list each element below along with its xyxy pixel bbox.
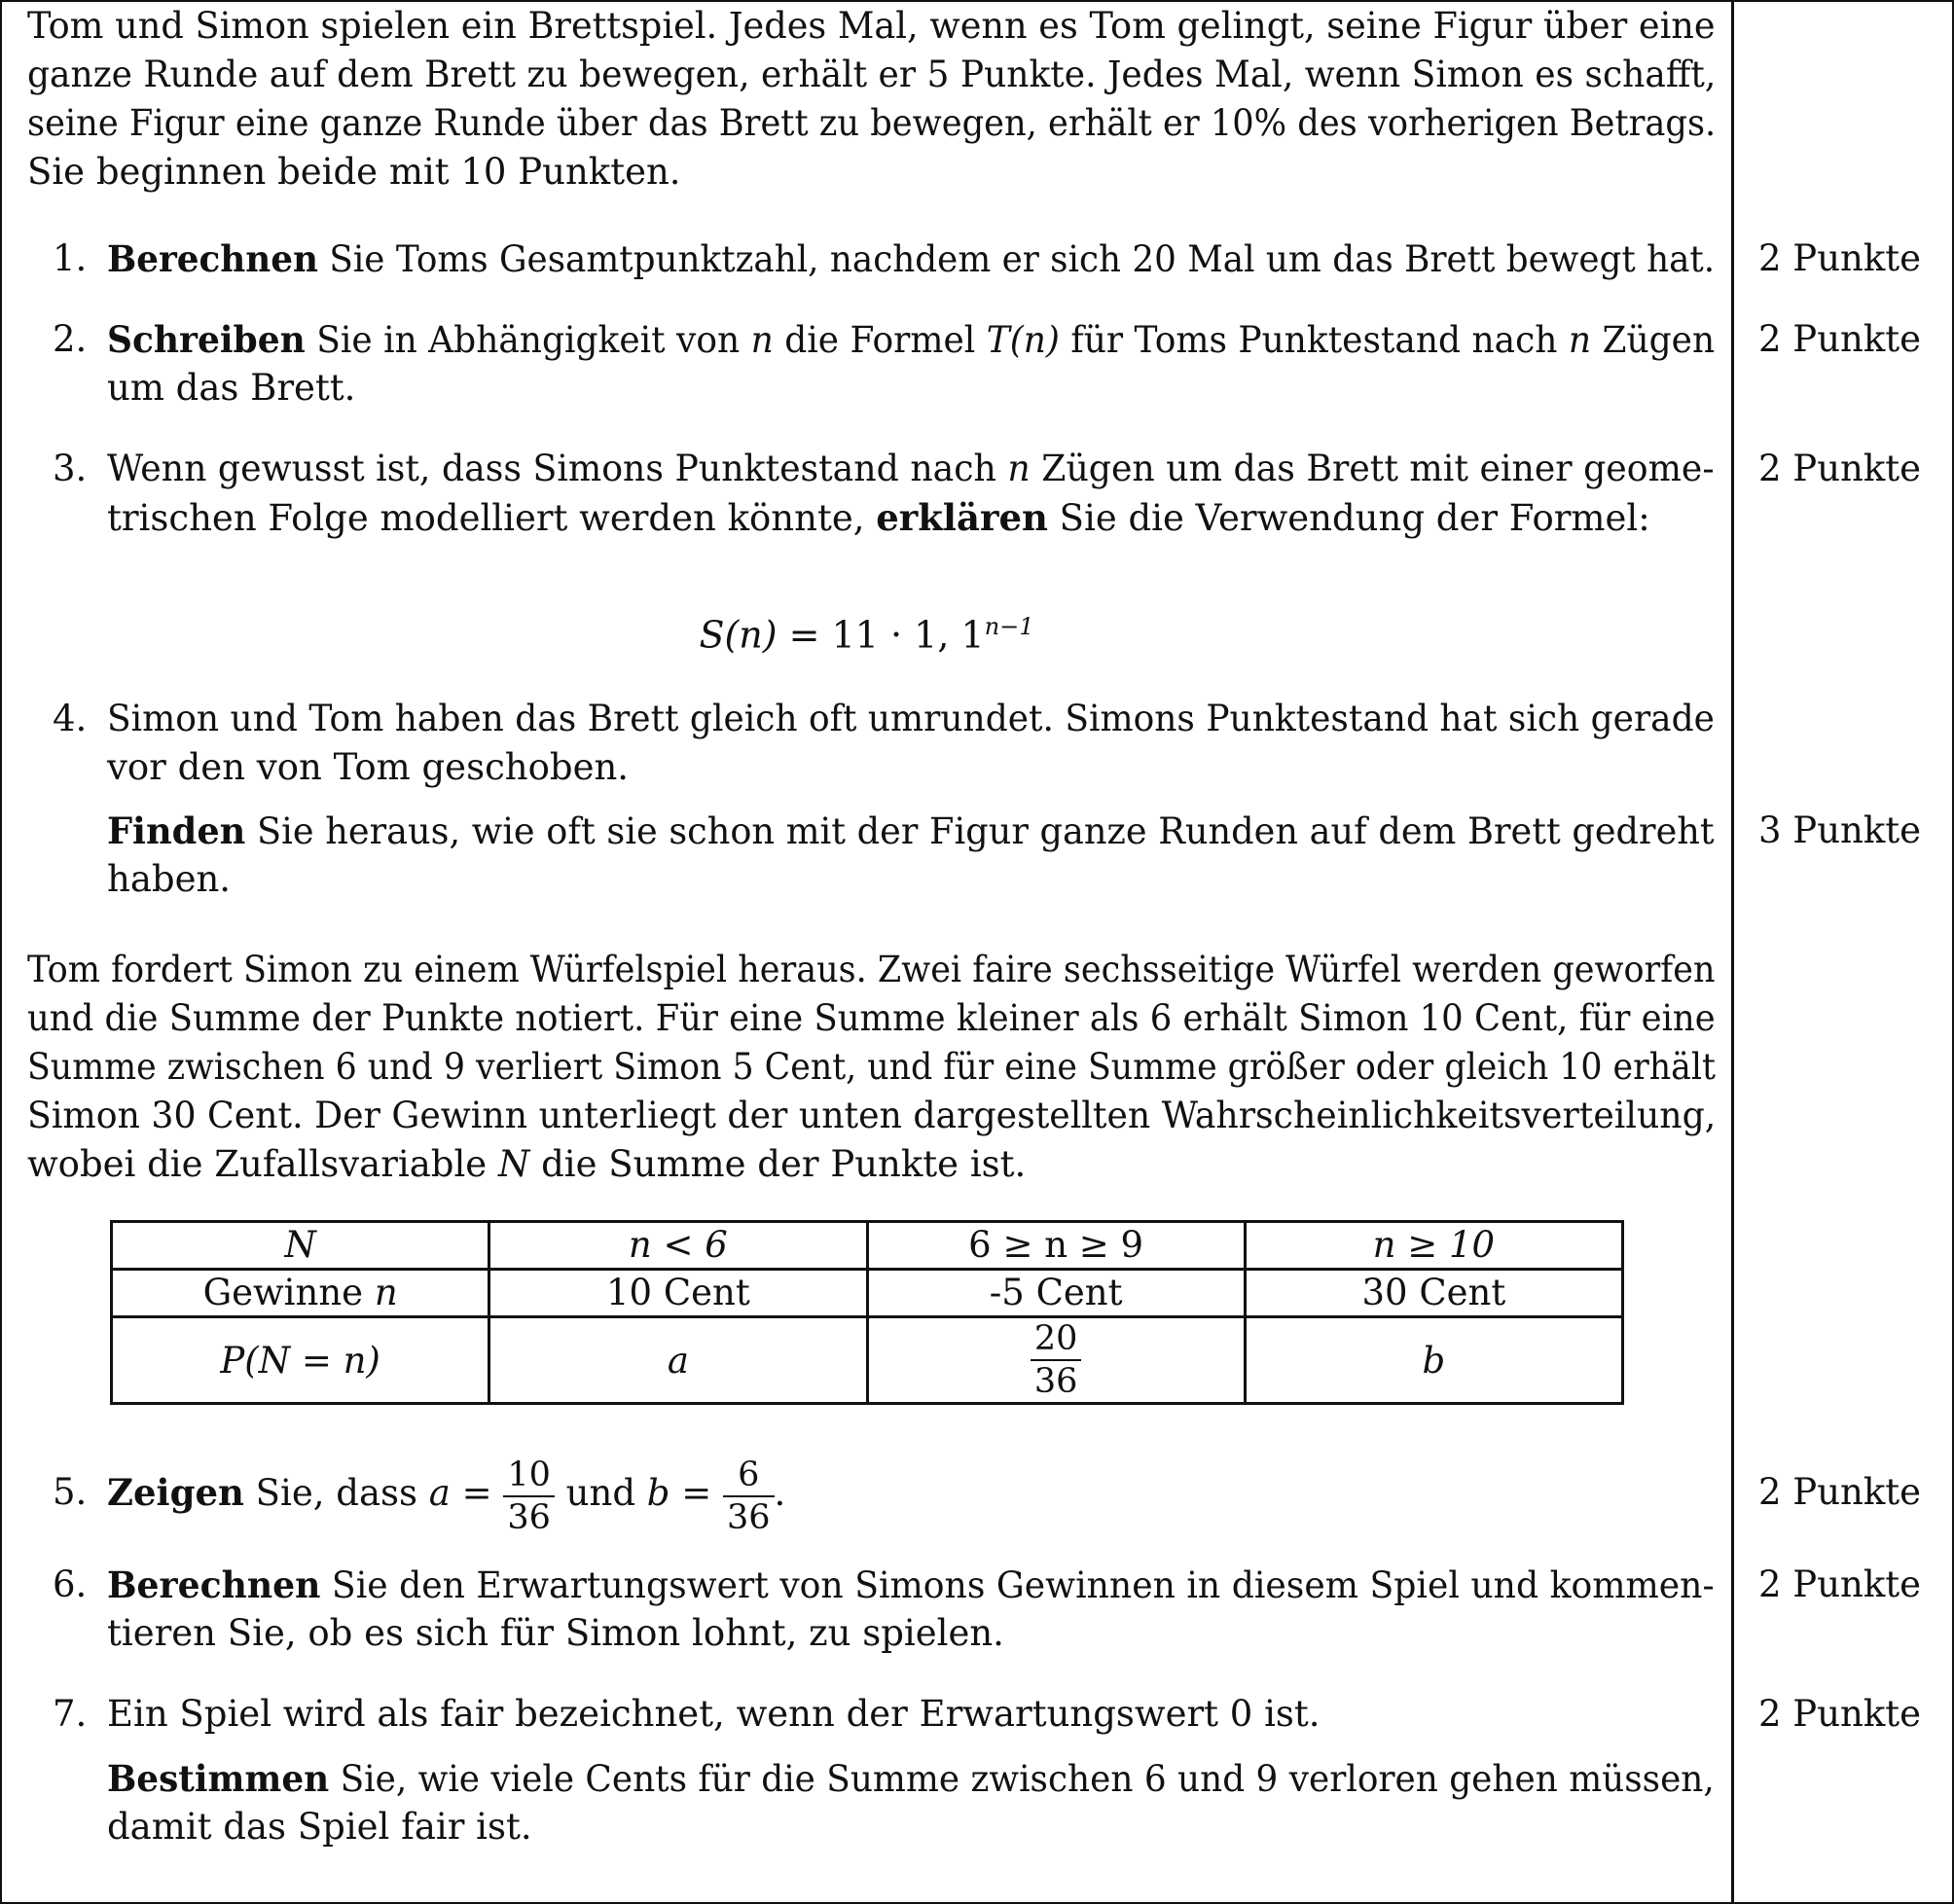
table-cell-header-1: n < 6 — [489, 1222, 867, 1270]
fraction-b-numerator: 6 — [723, 1455, 775, 1497]
question-7-line-1: Ein Spiel wird als fair bezeichnet, wenn der Erwartungswert 0 ist. — [107, 1693, 1321, 1735]
question-1-line-1 — [107, 234, 1715, 284]
question-5-eq-2: = — [669, 1472, 723, 1514]
question-2-var-n: n — [750, 319, 774, 361]
intro-line-2: ganze Runde auf dem Brett zu bewegen, erhält er 5 Punkte. Jedes Mal, wenn Simon es schafft, — [27, 54, 1717, 95]
question-3-line-2 — [107, 493, 1650, 543]
question-7-points: 2 Punkte — [1758, 1693, 1922, 1735]
table-cell-prob-mid — [867, 1317, 1245, 1404]
question-6-text: Sie den Erwartungswert von Simons Gewinnen in diesem Spiel und kommen- — [331, 1564, 1715, 1606]
fraction-numerator: 20 — [1031, 1318, 1082, 1361]
table-row-header — [112, 1222, 1623, 1270]
table-row-probabilities — [112, 1317, 1623, 1404]
question-5-verb: Zeigen — [107, 1471, 244, 1514]
question-7-text: Sie, wie viele Cents für die Summe zwischen 6 und 9 verloren gehen müssen, — [340, 1758, 1715, 1800]
gain-label-text: Gewinne — [202, 1272, 375, 1313]
question-5-text-a: Sie, dass — [243, 1472, 429, 1514]
question-4-line-4: haben. — [107, 858, 232, 900]
fraction-a-denominator: 36 — [507, 1497, 551, 1537]
table-cell-gain-1: 10 Cent — [489, 1270, 867, 1317]
question-6-line-2: tieren Sie, ob es sich für Simon lohnt, zu spielen. — [107, 1612, 1004, 1654]
intro2-line-5 — [27, 1140, 1026, 1189]
question-2-points: 2 Punkte — [1758, 318, 1922, 360]
points-column-divider — [1731, 2, 1734, 1902]
intro2-line-3: Summe zwischen 6 und 9 verliert Simon 5 Cent, und für eine Summe größer oder gleich 10 erhält — [27, 1046, 1716, 1088]
formula-rhs: = 11 · 1, 1 — [777, 613, 985, 657]
question-7-number: 7. — [53, 1693, 88, 1735]
question-6-points: 2 Punkte — [1758, 1563, 1922, 1605]
question-4-line-1: Simon und Tom haben das Brett gleich oft umrundet. Simons Punktestand hat sich gerade — [107, 698, 1715, 739]
question-3-verb: erklären — [876, 496, 1048, 539]
table-cell-gain-3: 30 Cent — [1245, 1270, 1622, 1317]
fraction-b-denominator: 36 — [727, 1497, 771, 1537]
table-cell-prob-b: b — [1245, 1317, 1622, 1404]
formula-exponent: n−1 — [984, 613, 1034, 640]
fraction-a — [503, 1455, 555, 1538]
question-3-text-d: Sie die Verwendung der Formel: — [1047, 497, 1650, 539]
question-3-number: 3. — [53, 448, 88, 489]
question-2-var-n-2: n — [1568, 319, 1592, 361]
question-6-number: 6. — [53, 1563, 88, 1605]
question-5-period: . — [774, 1472, 786, 1514]
question-2-text-a: Sie in Abhängigkeit von — [316, 319, 751, 361]
question-5-eq-1: = — [450, 1472, 504, 1514]
question-5-line-1 — [107, 1443, 785, 1542]
question-3-text-c: trischen Folge modelliert werden könnte, — [107, 497, 877, 539]
question-4-line-3 — [107, 807, 1715, 856]
question-3-line-1 — [107, 445, 1715, 493]
table-cell-prob-label: P(N = n) — [112, 1317, 489, 1404]
question-5-number: 5. — [53, 1471, 88, 1513]
table-cell-gain-label — [112, 1270, 489, 1317]
question-6-verb: Berechnen — [107, 1563, 321, 1606]
question-1-number: 1. — [53, 237, 88, 279]
intro2-line-1: Tom fordert Simon zu einem Würfelspiel heraus. Zwei faire sechsseitige Würfel werden geworfen — [27, 949, 1716, 990]
fraction-denominator: 36 — [1033, 1362, 1078, 1401]
question-7-verb: Bestimmen — [107, 1757, 330, 1800]
table-row-gains — [112, 1270, 1623, 1317]
intro2-var-n: N — [497, 1143, 530, 1185]
question-4-points: 3 Punkte — [1758, 809, 1922, 851]
table-cell-gain-2: -5 Cent — [867, 1270, 1245, 1317]
formula-lhs: S(n) — [699, 613, 778, 657]
question-3-text-a: Wenn gewusst ist, dass Simons Punktestand nach — [107, 448, 1008, 489]
intro2-line-2: und die Summe der Punkte notiert. Für eine Summe kleiner als 6 erhält Simon 10 Cent, für eine — [27, 997, 1716, 1039]
question-7-line-3: damit das Spiel fair ist. — [107, 1806, 532, 1848]
intro2-line-4: Simon 30 Cent. Der Gewinn unterliegt der unten dargestellten Wahrscheinlichkeitsverteilung, — [27, 1095, 1717, 1136]
question-1-points: 2 Punkte — [1758, 237, 1922, 279]
question-3-var-n: n — [1007, 448, 1031, 489]
question-4-number: 4. — [53, 698, 88, 739]
question-3-points: 2 Punkte — [1758, 448, 1922, 489]
question-5-und: und — [554, 1472, 647, 1514]
fraction-b — [723, 1455, 775, 1538]
question-2-line-1 — [107, 315, 1715, 365]
formula-s-n — [2, 599, 1731, 663]
intro-line-1: Tom und Simon spielen ein Brettspiel. Jedes Mal, wenn es Tom gelingt, seine Figur über eine — [27, 5, 1716, 47]
question-1-text: Sie Toms Gesamtpunktzahl, nachdem er sich 20 Mal um das Brett bewegt hat. — [329, 238, 1716, 280]
gain-label-var: n — [374, 1272, 398, 1313]
question-5-points: 2 Punkte — [1758, 1471, 1922, 1513]
question-1-verb: Berechnen — [107, 237, 319, 280]
question-2-formula-tn: T(n) — [986, 319, 1060, 361]
intro2-text-a: wobei die Zufallsvariable — [27, 1143, 498, 1185]
question-2-verb: Schreiben — [107, 318, 306, 361]
question-3-text-b: Zügen um das Brett mit einer geome- — [1030, 448, 1715, 489]
question-2-text-c: für Toms Punktestand nach — [1059, 319, 1569, 361]
table-cell-n-label: N — [112, 1222, 489, 1270]
question-6-line-1 — [107, 1561, 1715, 1610]
intro2-text-b: die Summe der Punkte ist. — [529, 1143, 1027, 1185]
question-5-var-b: b — [646, 1472, 670, 1514]
fraction-20-36 — [1031, 1318, 1082, 1402]
table-cell-header-2: 6 ≥ n ≥ 9 — [867, 1222, 1245, 1270]
question-4-line-2: vor den von Tom geschoben. — [107, 746, 630, 788]
intro-line-4: Sie beginnen beide mit 10 Punkten. — [27, 151, 681, 193]
question-2-line-2: um das Brett. — [107, 367, 356, 409]
intro-line-3: seine Figur eine ganze Runde über das Brett zu bewegen, erhält er 10% des vorherigen Betrags. — [27, 102, 1717, 144]
table-cell-prob-a: a — [489, 1317, 867, 1404]
question-4-verb: Finden — [107, 809, 246, 852]
question-5-var-a: a — [428, 1472, 451, 1514]
table-cell-header-3: n ≥ 10 — [1245, 1222, 1622, 1270]
question-2-text-d: Zügen — [1591, 319, 1716, 361]
question-2-text-b: die Formel — [773, 319, 987, 361]
probability-distribution-table — [110, 1220, 1624, 1405]
question-2-number: 2. — [53, 318, 88, 360]
question-7-line-2 — [107, 1754, 1715, 1804]
question-4-text: Sie heraus, wie oft sie schon mit der Figur ganze Runden auf dem Brett gedreht — [257, 810, 1715, 852]
fraction-a-numerator: 10 — [503, 1455, 555, 1497]
